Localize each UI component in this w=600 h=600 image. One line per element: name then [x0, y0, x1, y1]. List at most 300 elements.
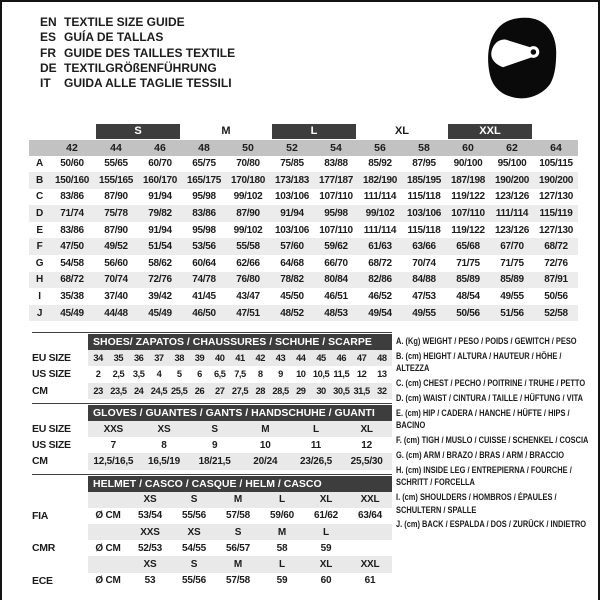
helmet-value-cell: 59 [276, 575, 288, 587]
lower-tables [32, 332, 392, 593]
size-number-cell: 58 [402, 140, 446, 156]
size-number-cell: 62 [490, 140, 534, 156]
measure-cell: 41/45 [192, 291, 216, 303]
measure-cell: 103/106 [274, 224, 310, 236]
helmet-size-cell: M [216, 556, 260, 572]
measure-cell: 90/100 [453, 158, 483, 170]
language-title: GUIDA ALLE TAGLIE TESSILI [64, 76, 232, 91]
size-cell: M [240, 421, 291, 437]
size-table-row [32, 366, 392, 382]
measure-cell: 59/62 [314, 238, 358, 255]
helmet-size-cell: XXS [128, 524, 172, 540]
spacer-cell [32, 405, 88, 421]
measure-row-label: D [29, 205, 50, 222]
measure-cell: 103/106 [274, 191, 310, 203]
measure-cell: 56/60 [104, 257, 128, 269]
measure-cell: 85/89 [446, 272, 490, 289]
size-group-cell [446, 123, 534, 140]
legend-item-text: E. (cm) HIP / CADERA / HANCHE / HÜFTE / HIPS / BACINO [396, 407, 570, 431]
size-band: L [272, 124, 356, 139]
measure-cell: 160/170 [138, 172, 182, 189]
shoes-table [32, 334, 392, 399]
measure-cell: 65/68 [446, 238, 490, 255]
measure-cell: 47/50 [50, 238, 94, 255]
language-title: GUÍA DE TALLAS [64, 30, 164, 45]
legend-item [396, 350, 596, 375]
measure-cell: 68/72 [50, 272, 94, 289]
helmet-value-cell: 61 [364, 575, 376, 587]
size-cell: XS [139, 421, 190, 437]
measure-cell: 71/74 [50, 205, 94, 222]
measure-cell: 127/130 [538, 224, 574, 236]
size-cell: 4 [156, 369, 162, 380]
size-cell: 2,5 [112, 369, 125, 380]
measure-cell: 83/86 [60, 224, 84, 236]
size-cell: 42 [250, 350, 270, 366]
helmet-value-row [32, 540, 392, 556]
helmet-size-cell: XS [172, 524, 216, 540]
spacer-cell [88, 524, 128, 540]
measure-cell: 63/66 [402, 238, 446, 255]
measure-row [29, 172, 578, 189]
size-cell: 37 [149, 350, 169, 366]
measure-row [29, 238, 578, 255]
measure-cell: 190/200 [490, 172, 534, 189]
size-cell: 46 [331, 350, 351, 366]
size-cell: XL [341, 421, 392, 437]
measure-cell: 70/80 [236, 158, 260, 170]
size-number-cell: 60 [446, 140, 490, 156]
helmet-size-cell: XS [128, 556, 172, 572]
measure-cell: 87/91 [534, 272, 578, 289]
measure-row [29, 222, 578, 239]
racing-helmet-icon [484, 14, 560, 114]
legend-item [396, 335, 596, 348]
measure-cell: 115/119 [534, 205, 578, 222]
helmet-size-cell: XL [304, 492, 348, 508]
legend-item [396, 491, 596, 516]
helmet-value-cell: 55/56 [181, 575, 207, 587]
measure-cell: 68/72 [368, 257, 392, 269]
language-row [40, 15, 235, 30]
measure-cell: 91/94 [270, 205, 314, 222]
size-cell: 20/24 [240, 453, 291, 469]
measure-cell: 155/165 [94, 172, 138, 189]
size-cell: 11,5 [333, 369, 350, 380]
measure-cell: 57/60 [270, 238, 314, 255]
measure-cell: 75/78 [94, 205, 138, 222]
legend-item-text: A. (Kg) WEIGHT / PESO / POIDS / GEWITCH / PESO [396, 336, 577, 346]
measure-cell: 49/55 [500, 291, 524, 303]
size-cell: 34 [88, 350, 108, 366]
shoes-section [32, 332, 392, 399]
helmet-value-cell: 63/64 [357, 510, 383, 522]
measure-cell: 62/66 [236, 257, 260, 269]
measure-cell: 46/52 [368, 291, 392, 303]
legend-item-text: H. (cm) INSIDE LEG / ENTREPIERNA / FOURCHE / SCHRITT / FORCELLA [396, 464, 572, 488]
row-label: US SIZE [32, 366, 88, 382]
measure-cell: 119/122 [451, 191, 485, 203]
measure-cell: 35/38 [60, 291, 84, 303]
measure-row-label: J [29, 305, 50, 322]
gloves-title-row [32, 405, 392, 421]
size-group-cell [182, 123, 270, 140]
language-title: TEXTILGRÖßENFÜHRUNG [64, 60, 217, 75]
helmet-value-cell: 57/58 [225, 575, 251, 587]
measure-row-label: I [38, 291, 41, 303]
language-code: DE [40, 60, 57, 75]
measure-cell: 85/89 [490, 272, 534, 289]
size-number-cell: 50 [226, 140, 270, 156]
size-table-row [32, 437, 392, 453]
measure-cell: 53/56 [182, 238, 226, 255]
legend-item-text: B. (cm) HEIGHT / ALTURA / HAUTEUR / HÖHE / ALTEZZA [396, 350, 562, 374]
measure-cell: 173/183 [270, 172, 314, 189]
measure-cell: 150/160 [50, 172, 94, 189]
measure-cell: 185/195 [402, 172, 446, 189]
measure-cell: 46/51 [324, 291, 348, 303]
helmet-size-cell: S [172, 492, 216, 508]
size-cell: 9 [278, 369, 283, 380]
size-cell: 23,5 [108, 383, 128, 399]
measure-cell: 99/102 [233, 224, 263, 236]
spacer-cell [88, 492, 128, 508]
measure-cell: 45/49 [138, 305, 182, 322]
measure-cell: 67/70 [490, 238, 534, 255]
size-cell: 28 [250, 383, 270, 399]
size-cell: 3,5 [132, 369, 145, 380]
size-cell: S [189, 421, 240, 437]
measure-cell: 55/65 [104, 158, 128, 170]
size-cell: 23/26,5 [291, 453, 342, 469]
helmet-value-cell: 58 [276, 542, 288, 554]
measure-cell: 43/47 [236, 291, 260, 303]
row-label: US SIZE [32, 437, 88, 453]
size-group-cell [358, 123, 446, 140]
helmet-size-header-row [32, 524, 392, 540]
size-number-cell: 44 [94, 140, 138, 156]
measure-row [29, 255, 578, 272]
helmet-section [32, 474, 392, 589]
helmet-size-cell: S [172, 556, 216, 572]
measure-cell: 49/55 [402, 305, 446, 322]
language-row [40, 30, 235, 45]
row-label: EU SIZE [32, 421, 88, 437]
size-table-row [32, 383, 392, 399]
measure-cell: 78/82 [270, 272, 314, 289]
size-table-row [32, 350, 392, 366]
size-cell: 12 [356, 369, 367, 380]
size-cell: 9 [211, 439, 218, 451]
size-cell: 24 [129, 383, 149, 399]
size-cell: 43 [270, 350, 290, 366]
measure-cell: 83/86 [60, 191, 84, 203]
size-number-cell: 46 [138, 140, 182, 156]
measure-cell: 48/53 [314, 305, 358, 322]
measure-cell: 72/76 [544, 257, 568, 269]
measure-cell: 55/58 [226, 238, 270, 255]
measure-cell: 66/70 [324, 257, 348, 269]
measure-cell: 82/86 [358, 272, 402, 289]
measure-row [29, 288, 578, 305]
measure-cell: 87/90 [104, 224, 128, 236]
size-number-cell: 54 [314, 140, 358, 156]
measure-cell: 75/85 [280, 158, 304, 170]
measure-cell: 47/53 [412, 291, 436, 303]
measure-cell: 45/49 [50, 305, 94, 322]
spacer-cell [32, 524, 88, 540]
size-number-cell: 64 [534, 140, 578, 156]
gloves-table [32, 405, 392, 470]
measure-cell: 84/88 [402, 272, 446, 289]
language-row [40, 61, 235, 76]
measure-cell: 47/51 [226, 305, 270, 322]
helmet-value-cell: 53/54 [137, 510, 163, 522]
measure-cell: 44/48 [94, 305, 138, 322]
measure-cell: 71/75 [456, 257, 480, 269]
language-code: ES [40, 30, 57, 45]
helmet-value-row [32, 508, 392, 524]
measure-cell: 45/50 [280, 291, 304, 303]
legend-item-text: J. (cm) BACK / ESPALDA / DOS / ZURÜCK / INDIETRO [396, 519, 587, 530]
helmet-size-cell: M [260, 524, 304, 540]
size-cell: 24,5 [149, 383, 169, 399]
size-cell: 36 [129, 350, 149, 366]
helmet-size-cell: L [304, 524, 348, 540]
language-title: GUIDE DES TAILLES TEXTILE [64, 45, 236, 60]
size-group-cell [94, 123, 182, 140]
size-cell: 10 [296, 369, 306, 380]
measure-row [29, 189, 578, 206]
size-band: XXL [448, 124, 532, 139]
measure-row-label: G [35, 257, 44, 269]
helmet-value-cell: 53 [144, 575, 156, 587]
spacer-cell [88, 556, 128, 572]
legend-item-text: D. (cm) WAIST / CINTURA / TAILLE / HÜFTUNG / VITA [396, 392, 584, 403]
size-cell: 30 [311, 383, 331, 399]
measure-cell: 50/56 [446, 305, 490, 322]
measure-row-label: A [36, 158, 43, 170]
size-cell: 23 [88, 383, 108, 399]
measure-cell: 64/68 [280, 257, 304, 269]
measure-cell: 95/98 [192, 191, 216, 203]
size-cell: 30,5 [331, 383, 351, 399]
measure-row-label: F [29, 238, 50, 255]
spacer-cell [32, 334, 88, 350]
language-list [40, 15, 235, 91]
helmet-value-cell: 61/62 [313, 510, 339, 522]
measure-cell: 165/175 [182, 172, 226, 189]
size-number-cell: 48 [182, 140, 226, 156]
size-cell: 18/21,5 [189, 453, 240, 469]
measure-row [29, 205, 578, 222]
measure-cell: 99/102 [358, 205, 402, 222]
measure-cell: 48/54 [456, 291, 480, 303]
size-cell: 27,5 [230, 383, 250, 399]
measure-cell: 60/64 [192, 257, 216, 269]
measure-cell: 68/72 [534, 238, 578, 255]
size-cell: 10,5 [312, 369, 330, 380]
measure-cell: 95/98 [192, 224, 216, 236]
measure-cell: 95/100 [497, 158, 527, 170]
measure-cell: 87/95 [412, 158, 436, 170]
size-cell: 6 [197, 369, 202, 380]
section-title-band: SHOES/ ZAPATOS / CHAUSSURES / SCHUHE / SCARPE [88, 334, 392, 350]
measure-cell: 71/75 [500, 257, 524, 269]
size-cell: L [291, 421, 342, 437]
measure-cell: 80/84 [314, 272, 358, 289]
size-cell: 28,5 [270, 383, 290, 399]
measure-cell: 48/52 [270, 305, 314, 322]
spacer-cell [29, 140, 50, 156]
measure-cell: 79/82 [138, 205, 182, 222]
legend-item [396, 434, 596, 447]
helmet-standard-label: CMR [32, 540, 88, 556]
legend-item [396, 464, 596, 489]
measure-cell: 70/74 [412, 257, 436, 269]
measure-cell: 115/118 [407, 224, 441, 236]
helmet-value-cell: 60 [320, 575, 332, 587]
measure-cell: 177/187 [314, 172, 358, 189]
legend-item [396, 518, 596, 531]
size-cell: 5 [176, 369, 182, 380]
language-title: TEXTILE SIZE GUIDE [64, 15, 185, 29]
size-cell: 26 [189, 383, 209, 399]
language-code: FR [40, 45, 56, 60]
helmet-value-cell: 55/56 [181, 510, 207, 522]
helmet-size-cell: M [216, 492, 260, 508]
size-cell: 39 [189, 350, 209, 366]
measure-row-label: H [29, 272, 50, 289]
size-cell: 45 [311, 350, 331, 366]
size-table-row [32, 453, 392, 469]
measure-cell: 70/74 [94, 272, 138, 289]
size-cell: 12,5/16,5 [88, 453, 139, 469]
measure-cell: 50/56 [544, 291, 568, 303]
measure-cell: 127/130 [538, 191, 574, 203]
size-cell: 38 [169, 350, 189, 366]
measure-cell: 72/76 [138, 272, 182, 289]
helmet-size-cell: L [260, 492, 304, 508]
size-cell: 13 [377, 369, 387, 380]
language-code: EN [40, 15, 57, 29]
measure-cell: 182/190 [358, 172, 402, 189]
measure-cell: 60/70 [148, 158, 172, 170]
measure-cell: 76/80 [226, 272, 270, 289]
measure-row [29, 156, 578, 173]
row-label: EU SIZE [32, 350, 88, 366]
textile-size-table [29, 123, 578, 321]
size-band: M [221, 125, 231, 137]
measure-cell: 107/110 [319, 191, 353, 203]
size-number-cell: 42 [50, 140, 94, 156]
measure-row-label: C [36, 191, 43, 203]
size-band: S [96, 124, 180, 139]
legend-item-text: I. (cm) SHOULDERS / HOMBROS / ÉPAULES / SCHULTERN / SPALLE [396, 492, 557, 515]
size-table-row [32, 421, 392, 437]
measure-cell: 51/56 [490, 305, 534, 322]
size-cell: 29 [291, 383, 311, 399]
measure-cell: 111/114 [490, 205, 534, 222]
size-cell: 7 [110, 439, 117, 451]
size-cell: 8 [161, 439, 167, 451]
measure-cell: 119/122 [451, 224, 485, 236]
helmet-standard-label: ECE [32, 573, 88, 589]
legend-item [396, 449, 596, 462]
measure-cell: 91/94 [148, 224, 172, 236]
size-cell: 41 [230, 350, 250, 366]
measure-cell: 111/114 [363, 224, 397, 236]
size-cell: 47 [351, 350, 371, 366]
measure-cell: 39/42 [148, 291, 172, 303]
measure-cell: 87/90 [226, 205, 270, 222]
spacer-cell [32, 476, 88, 492]
legend-item-text: C. (cm) CHEST / PECHO / POITRINE / TRUHE / PETTO [396, 378, 586, 389]
size-cell: 7,5 [234, 369, 246, 380]
measure-cell: 115/118 [407, 191, 441, 203]
size-number-row [29, 140, 578, 156]
spacer-cell [32, 556, 88, 572]
measure-cell: 83/88 [324, 158, 348, 170]
size-group-cell [534, 123, 578, 140]
size-cell: 44 [291, 350, 311, 366]
size-band: XL [394, 125, 410, 137]
measure-cell: 85/92 [368, 158, 392, 170]
helmet-value-cell: 59 [320, 542, 332, 554]
measure-cell: 50/60 [60, 158, 84, 170]
size-cell: 32 [372, 383, 392, 399]
size-group-cell [270, 123, 358, 140]
racing-helmet-icon-svg [484, 14, 560, 109]
measure-cell: 123/126 [494, 191, 530, 203]
legend-item-text: F. (cm) TIGH / MUSLO / CUISSE / SCHENKEL / COSCIA [396, 435, 589, 446]
measure-cell: 187/198 [446, 172, 490, 189]
helmet-value-cell: 56/57 [225, 542, 251, 554]
measure-cell: 190/200 [534, 172, 578, 189]
measure-cell: 49/54 [358, 305, 402, 322]
measure-row-label: B [29, 172, 50, 189]
measure-cell: 65/75 [192, 158, 216, 170]
helmet-size-cell: XS [128, 492, 172, 508]
measure-cell: 74/78 [182, 272, 226, 289]
measure-cell: 105/115 [539, 158, 573, 170]
helmet-size-cell: XXL [348, 556, 392, 572]
measure-cell: 37/40 [104, 291, 128, 303]
measure-cell: 111/114 [363, 191, 397, 203]
size-group-cell [29, 123, 94, 140]
helmet-size-cell [348, 524, 392, 540]
measure-row [29, 305, 578, 322]
measure-cell: 170/180 [226, 172, 270, 189]
helmet-title-row [32, 476, 392, 492]
legend-item [396, 407, 596, 432]
helmet-value-row [32, 573, 392, 589]
size-cell: 27 [210, 383, 230, 399]
helmet-size-cell: L [260, 556, 304, 572]
size-cell: 48 [372, 350, 392, 366]
size-cell: 25,5 [169, 383, 189, 399]
measure-cell: 107/110 [319, 224, 353, 236]
helmet-table [32, 476, 392, 589]
helmet-standard-label: FIA [32, 508, 88, 524]
language-row [40, 46, 235, 61]
measure-cell: 91/94 [148, 191, 172, 203]
row-label: CM [32, 453, 88, 469]
measure-cell: 83/86 [182, 205, 226, 222]
legend-item-text: G. (cm) ARM / BRAZO / BRAS / ARM / BRACCIO [396, 449, 565, 460]
measure-cell: 87/90 [104, 191, 128, 203]
row-label: CM [32, 383, 88, 399]
